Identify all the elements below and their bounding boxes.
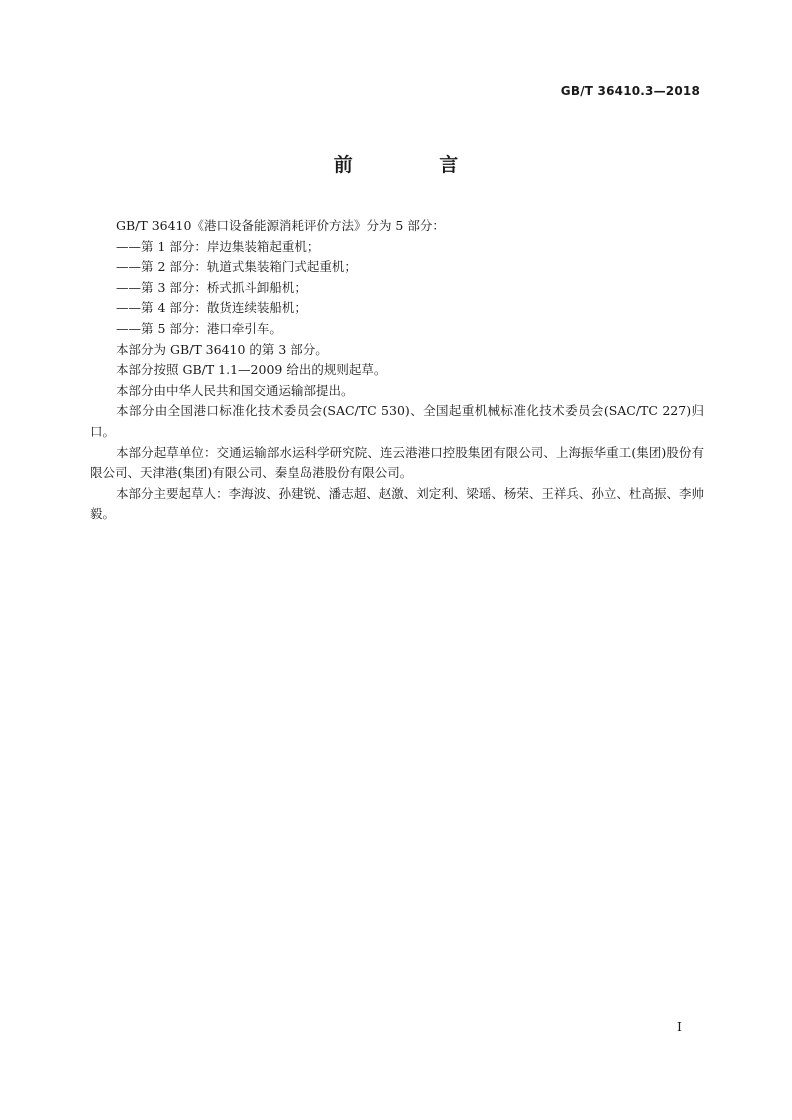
intro-paragraph: GB/T 36410《港口设备能源消耗评价方法》分为 5 部分： — [116, 218, 445, 233]
this-part-paragraph: 本部分为 GB/T 36410 的第 3 部分。 — [116, 341, 328, 357]
proposed-by-paragraph: 本部分由中华人民共和国交通运输部提出。 — [116, 382, 354, 398]
foreword-body — [90, 216, 704, 525]
jurisdiction-paragraph: 本部分由全国港口标准化技术委员会(SAC/TC 530)、全国起重机械标准化技术委员会(SAC/TC 227)归口。 — [90, 403, 704, 439]
page-number: I — [677, 1019, 682, 1034]
drafters-paragraph: 本部分主要起草人：李海波、孙建锐、潘志超、赵激、刘定利、梁瑶、杨荣、王祥兵、孙立、杜高振、李帅毅。 — [90, 485, 704, 522]
drafting-rules-paragraph: 本部分按照 GB/T 1.1—2009 给出的规则起草。 — [116, 362, 387, 378]
drafting-units-paragraph: 本部分起草单位：交通运输部水运科学研究院、连云港港口控股集团有限公司、上海振华重工(集团)股份有限公司、天津港(集团)有限公司、秦皇岛港股份有限公司。 — [90, 444, 704, 481]
standard-code: GB/T 36410.3—2018 — [560, 84, 700, 98]
part-list-item-2: ——第 2 部分：轨道式集装箱门式起重机； — [116, 259, 357, 275]
part-list-item-3: ——第 3 部分：桥式抓斗卸船机； — [116, 279, 307, 295]
part-list-item-1: ——第 1 部分：岸边集装箱起重机； — [116, 238, 320, 254]
part-list-item-4: ——第 4 部分：散货连续装船机； — [116, 300, 307, 316]
part-list-item-5: ——第 5 部分：港口牵引车。 — [116, 320, 282, 336]
page-title: 前 言 — [333, 154, 499, 176]
